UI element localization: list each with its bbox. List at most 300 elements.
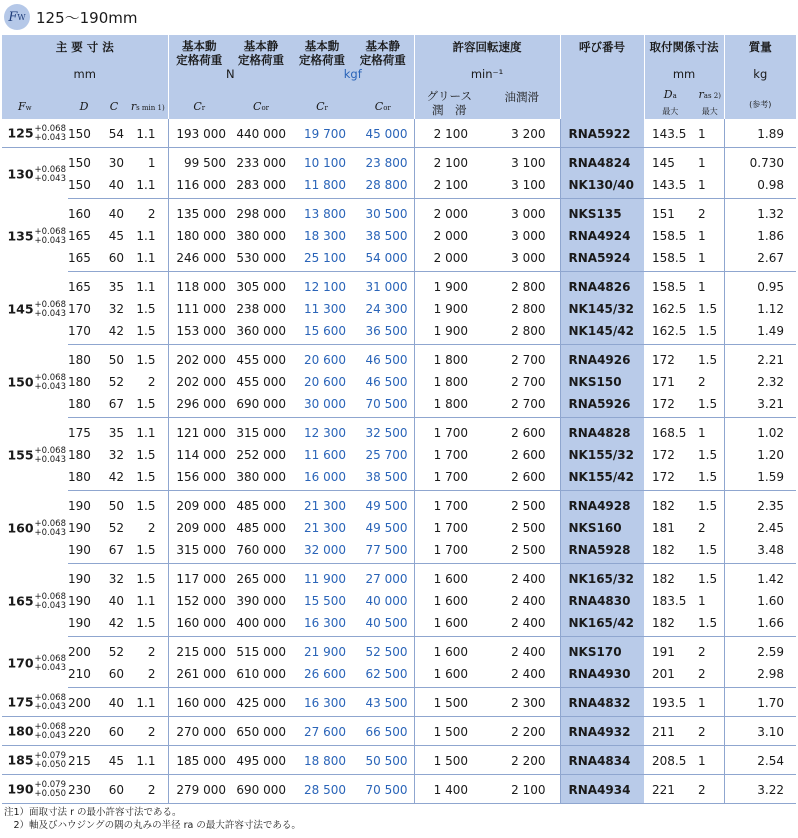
cell-r: 2 [147, 207, 156, 221]
n-unit: N [168, 67, 292, 87]
cell-oil: 3 000 [484, 247, 560, 272]
cell-cor_n: 485 000 [236, 521, 287, 535]
cell-cor_n: 380 000 [236, 229, 287, 243]
cell-oil: 2 800 [511, 280, 546, 294]
cell-ras: 1 [696, 746, 724, 775]
cell-grease: 2 100 [414, 119, 484, 148]
cell-cor_n: 305 000 [236, 280, 287, 294]
col-d: D [68, 87, 100, 119]
bearing-number: RNA4828 [560, 418, 644, 445]
cell-cor_n: 515 000 [236, 645, 287, 659]
cell-ras: 1 [696, 247, 724, 272]
cell-r: 2 [128, 663, 168, 688]
cell-cr_kgf: 16 000 [292, 466, 352, 491]
cell-mass: 3.21 [724, 393, 796, 418]
cell-r: 2 [147, 375, 156, 389]
cell-ras: 1.5 [698, 353, 718, 367]
cell-cor_kgf: 49 500 [365, 499, 408, 513]
table-row [2, 590, 796, 612]
cell-C: 40 [108, 207, 124, 221]
cell-grease: 1 600 [414, 612, 484, 637]
cell-mass: 2.21 [724, 345, 796, 372]
cell-cor_kgf: 66 500 [352, 717, 414, 746]
fw-tolerance: +0.068 +0.043 [34, 165, 66, 185]
cell-cor_n: 400 000 [230, 612, 292, 637]
mm-unit: mm [2, 67, 168, 87]
col-cr-kgf: Cr [292, 87, 352, 119]
cell-da: 145 [652, 156, 675, 170]
bearing-number: RNA4928 [560, 491, 644, 518]
cell-mass: 1.89 [724, 119, 796, 148]
speed-header: 許容回転速度 [414, 35, 560, 67]
cell-cor_n: 298 000 [236, 207, 287, 221]
cell-cor_kgf: 28 800 [352, 174, 414, 199]
cell-cr_kgf: 16 300 [292, 612, 352, 637]
cell-mass: 3.22 [724, 775, 796, 804]
cell-cor_n: 233 000 [236, 156, 287, 170]
table-row [2, 272, 796, 299]
cell-cr_kgf: 20 600 [304, 375, 347, 389]
cell-ras: 1.5 [698, 448, 718, 462]
cell-ras: 1.5 [696, 320, 724, 345]
cell-cr_kgf: 21 900 [304, 645, 347, 659]
col-r: rs min 1) [128, 87, 168, 119]
cell-D: 230 [68, 775, 100, 804]
fw-cell: 155 +0.068 +0.043 [7, 446, 66, 465]
bearing-number: NK165/42 [560, 612, 644, 637]
cell-ras: 1 [696, 688, 724, 717]
table-row [2, 775, 796, 804]
dyn-load-n-header: 基本動 定格荷重 [168, 35, 230, 67]
table-row [2, 199, 796, 226]
cell-r: 1.5 [128, 393, 168, 418]
cell-mass: 1.86 [724, 225, 796, 247]
bearing-number: NK145/42 [560, 320, 644, 345]
mount-unit: mm [644, 67, 724, 87]
cell-r: 1.1 [136, 280, 156, 294]
fw-cell: 165 +0.068 +0.043 [7, 592, 66, 611]
cell-da: 208.5 [644, 746, 696, 775]
cell-D: 200 [68, 645, 91, 659]
fw-tolerance: +0.079 +0.050 [34, 751, 66, 770]
table-row [2, 393, 796, 418]
cell-oil: 3 200 [484, 119, 560, 148]
bearing-number: NK165/32 [560, 564, 644, 591]
cell-cor_n: 380 000 [230, 466, 292, 491]
cell-cr_n: 180 000 [168, 225, 230, 247]
cell-r: 1.5 [136, 302, 156, 316]
bearing-spec-table [2, 35, 796, 804]
cell-C: 60 [100, 717, 128, 746]
cell-mass: 1.32 [724, 199, 796, 226]
cell-r: 1.5 [136, 353, 156, 367]
table-row [2, 466, 796, 491]
cell-cr_n: 99 500 [168, 148, 230, 175]
table-row [2, 320, 796, 345]
cell-mass: 1.70 [724, 688, 796, 717]
fw-tolerance: +0.068 +0.043 [34, 300, 66, 319]
table-row [2, 225, 796, 247]
cell-cor_kgf: 50 500 [352, 746, 414, 775]
cell-mass: 2.67 [724, 247, 796, 272]
fw-tolerance: +0.068 +0.043 [34, 446, 66, 465]
cell-C: 42 [100, 466, 128, 491]
cell-da: 181 [652, 521, 675, 535]
cell-cor_n: 455 000 [236, 375, 287, 389]
col-da: Da 最大 [644, 87, 696, 119]
cell-D: 190 [68, 539, 100, 564]
cell-cor_kgf: 25 700 [365, 448, 408, 462]
table-row [2, 174, 796, 199]
size-range: 125～190mm [36, 8, 138, 27]
cell-mass: 2.59 [724, 637, 796, 664]
cell-oil: 3 100 [511, 156, 546, 170]
cell-grease: 1 700 [414, 517, 484, 539]
fw-tolerance: +0.068 +0.043 [34, 227, 66, 246]
cell-cr_n: 202 000 [168, 345, 230, 372]
fw-tolerance: +0.068 +0.043 [34, 692, 66, 712]
cell-cr_kgf: 15 500 [304, 594, 347, 608]
cell-cr_n: 209 000 [168, 517, 230, 539]
cell-grease: 1 900 [414, 272, 484, 299]
cell-ras: 1 [698, 280, 706, 294]
cell-cr_kgf: 21 300 [304, 499, 347, 513]
fw-cell: 135 +0.068 +0.043 [7, 227, 66, 246]
main-dims-header: 主 要 寸 法 [2, 35, 168, 67]
bearing-number: RNA5924 [560, 247, 644, 272]
cell-cor_n: 425 000 [230, 688, 292, 717]
col-cor-kgf: Cor [352, 87, 414, 119]
cell-cor_kgf: 70 500 [352, 393, 414, 418]
cell-C: 60 [100, 663, 128, 688]
cell-r: 1.5 [136, 572, 156, 586]
cell-ras: 1 [698, 426, 706, 440]
cell-da: 221 [644, 775, 696, 804]
bearing-number: NK145/32 [560, 298, 644, 320]
cell-ras: 1 [698, 229, 706, 243]
cell-oil: 2 700 [484, 393, 560, 418]
table-row [2, 371, 796, 393]
cell-C: 67 [100, 539, 128, 564]
bearing-number: RNA4826 [560, 272, 644, 299]
cell-cr_n: 152 000 [168, 590, 230, 612]
cell-da: 201 [644, 663, 696, 688]
cell-cr_n: 160 000 [168, 612, 230, 637]
cell-da: 182 [644, 539, 696, 564]
fw-cell: 145 +0.068 +0.043 [7, 300, 66, 319]
table-row [2, 298, 796, 320]
cell-da: 172 [644, 393, 696, 418]
cell-cr_n: 270 000 [168, 717, 230, 746]
cell-grease: 2 100 [414, 148, 484, 175]
cell-mass: 1.60 [724, 590, 796, 612]
cell-grease: 1 700 [414, 418, 484, 445]
bearing-number: NKS150 [560, 371, 644, 393]
cell-oil: 2 400 [511, 594, 546, 608]
stat-load-n-header: 基本静 定格荷重 [230, 35, 292, 67]
cell-cor_kgf: 62 500 [352, 663, 414, 688]
cell-grease: 1 600 [414, 564, 484, 591]
cell-da: 172 [652, 353, 675, 367]
cell-cr_kgf: 27 600 [292, 717, 352, 746]
cell-ras: 2 [698, 645, 706, 659]
cell-oil: 2 400 [511, 645, 546, 659]
cell-r: 2 [147, 521, 156, 535]
cell-mass: 1.42 [724, 564, 796, 591]
cell-oil: 2 400 [484, 663, 560, 688]
table-row [2, 491, 796, 518]
cell-cor_n: 265 000 [236, 572, 287, 586]
cell-grease: 2 000 [414, 199, 484, 226]
cell-cor_kgf: 24 300 [365, 302, 408, 316]
cell-cr_n: 185 000 [168, 746, 230, 775]
cell-ras: 2 [698, 521, 706, 535]
cell-da: 193.5 [644, 688, 696, 717]
cell-cor_n: 238 000 [236, 302, 287, 316]
cell-grease: 1 700 [414, 491, 484, 518]
bearing-number: RNA4930 [560, 663, 644, 688]
fw-tolerance: +0.068 +0.043 [34, 519, 66, 538]
cell-grease: 1 800 [414, 371, 484, 393]
cell-r: 1.1 [136, 426, 156, 440]
cell-da: 182 [652, 499, 675, 513]
cell-mass: 1.02 [724, 418, 796, 445]
cell-ras: 2 [696, 663, 724, 688]
col-grease: グリース 潤 滑 [414, 87, 484, 119]
cell-C: 45 [100, 746, 128, 775]
cell-cor_n: 360 000 [230, 320, 292, 345]
cell-cor_n: 390 000 [236, 594, 287, 608]
cell-cr_n: 261 000 [168, 663, 230, 688]
footnote-2: 2）軸及びハウジングの隅の丸みの半径 ra の最大許容寸法である。 [4, 820, 301, 831]
fw-cell: 175 +0.068 +0.043 [2, 688, 68, 717]
cell-r: 1.1 [128, 247, 168, 272]
cell-cr_kgf: 11 300 [304, 302, 347, 316]
fw-tolerance: +0.068 +0.043 [34, 373, 66, 392]
table-row [2, 612, 796, 637]
cell-r: 1.1 [128, 688, 168, 717]
cell-C: 42 [100, 320, 128, 345]
cell-cr_n: 118 000 [168, 272, 230, 299]
cell-grease: 2 100 [414, 174, 484, 199]
cell-mass: 1.20 [724, 444, 796, 466]
col-fw: Fw [2, 87, 68, 119]
cell-D: 170 [68, 302, 91, 316]
cell-cr_kgf: 26 600 [292, 663, 352, 688]
cell-C: 52 [108, 375, 124, 389]
cell-C: 60 [100, 247, 128, 272]
cell-cor_n: 690 000 [230, 393, 292, 418]
cell-r: 1.5 [128, 466, 168, 491]
fw-cell: 170 +0.068 +0.043 [7, 654, 66, 673]
cell-r: 1.1 [136, 594, 156, 608]
cell-da: 158.5 [652, 229, 687, 243]
cell-D: 165 [68, 229, 91, 243]
cell-cr_n: 153 000 [168, 320, 230, 345]
cell-cr_n: 193 000 [168, 119, 230, 148]
cell-r: 2 [147, 645, 156, 659]
cell-ras: 1.5 [698, 499, 718, 513]
cell-da: 182 [652, 572, 675, 586]
cell-oil: 2 500 [511, 521, 546, 535]
cell-da: 168.5 [652, 426, 687, 440]
cell-cor_kgf: 27 000 [365, 572, 408, 586]
table-row [2, 539, 796, 564]
kgf-unit: kgf [292, 67, 414, 87]
cell-da: 172 [652, 448, 675, 462]
cell-C: 32 [108, 302, 124, 316]
cell-grease: 2 000 [414, 225, 484, 247]
bearing-number: RNA4824 [560, 148, 644, 175]
cell-grease: 1 500 [414, 746, 484, 775]
cell-da: 158.5 [644, 247, 696, 272]
cell-cor_kgf: 70 500 [352, 775, 414, 804]
fw-cell: 190 +0.079 +0.050 [2, 775, 68, 804]
bearing-number: RNA5926 [560, 393, 644, 418]
cell-r: 1.1 [128, 119, 168, 148]
cell-oil: 2 600 [511, 426, 546, 440]
cell-r: 2 [128, 775, 168, 804]
cell-da: 162.5 [644, 320, 696, 345]
cell-C: 40 [100, 688, 128, 717]
cell-grease: 1 700 [414, 539, 484, 564]
bearing-number: NKS170 [560, 637, 644, 664]
table-row [2, 663, 796, 688]
bearing-no-header: 呼び番号 [560, 35, 644, 67]
cell-cr_kgf: 20 600 [304, 353, 347, 367]
bearing-number: NK155/32 [560, 444, 644, 466]
mount-dims-header: 取付関係寸法 [644, 35, 724, 67]
fw-tolerance: +0.068 +0.043 [34, 654, 66, 673]
cell-grease: 1 800 [414, 393, 484, 418]
cell-ras: 1.5 [698, 572, 718, 586]
col-c: C [100, 87, 128, 119]
cell-cr_kgf: 18 300 [304, 229, 347, 243]
fw-cell: 160 +0.068 +0.043 [7, 519, 66, 538]
cell-oil: 2 500 [484, 539, 560, 564]
cell-C: 32 [108, 572, 124, 586]
cell-ras: 2 [696, 775, 724, 804]
dyn-load-kgf-header: 基本動 定格荷重 [292, 35, 352, 67]
bearing-number: NKS135 [560, 199, 644, 226]
table-row [2, 688, 796, 717]
cell-C: 50 [108, 499, 124, 513]
mass-unit: kg [724, 67, 796, 87]
cell-grease: 2 000 [414, 247, 484, 272]
cell-cr_n: 121 000 [168, 418, 230, 445]
cell-oil: 2 600 [511, 448, 546, 462]
cell-r: 1.5 [128, 612, 168, 637]
cell-D: 175 [68, 426, 91, 440]
cell-cr_n: 315 000 [168, 539, 230, 564]
cell-mass: 1.59 [724, 466, 796, 491]
cell-da: 191 [652, 645, 675, 659]
cell-mass: 2.32 [724, 371, 796, 393]
cell-cr_n: 160 000 [168, 688, 230, 717]
cell-cor_kgf: 40 000 [365, 594, 408, 608]
cell-ras: 1.5 [696, 393, 724, 418]
bearing-number: NK130/40 [560, 174, 644, 199]
bearing-number: RNA4830 [560, 590, 644, 612]
cell-grease: 1 400 [414, 775, 484, 804]
cell-cor_kgf: 52 500 [365, 645, 408, 659]
fw-tolerance: +0.068 +0.043 [34, 592, 66, 611]
cell-cor_kgf: 46 500 [365, 375, 408, 389]
cell-cor_kgf: 45 000 [352, 119, 414, 148]
cell-grease: 1 800 [414, 345, 484, 372]
cell-cor_n: 650 000 [230, 717, 292, 746]
cell-da: 182 [644, 612, 696, 637]
cell-cor_n: 440 000 [230, 119, 292, 148]
cell-cor_kgf: 40 500 [352, 612, 414, 637]
cell-mass: 2.98 [724, 663, 796, 688]
cell-cr_n: 246 000 [168, 247, 230, 272]
cell-grease: 1 500 [414, 717, 484, 746]
cell-r: 1.5 [128, 539, 168, 564]
cell-mass: 3.48 [724, 539, 796, 564]
cell-cor_kgf: 43 500 [352, 688, 414, 717]
fw-cell: 125 +0.068 +0.043 [2, 119, 68, 148]
cell-da: 158.5 [652, 280, 687, 294]
cell-ras: 1 [696, 119, 724, 148]
bearing-number: RNA4932 [560, 717, 644, 746]
cell-cr_kgf: 30 000 [292, 393, 352, 418]
cell-cr_n: 116 000 [168, 174, 230, 199]
table-row [2, 717, 796, 746]
cell-cr_kgf: 21 300 [304, 521, 347, 535]
fw-cell: 130 +0.068 +0.043 [7, 165, 66, 185]
cell-D: 190 [68, 572, 91, 586]
cell-cr_n: 296 000 [168, 393, 230, 418]
cell-cor_n: 315 000 [236, 426, 287, 440]
cell-ras: 1.5 [696, 539, 724, 564]
cell-D: 215 [68, 746, 100, 775]
fw-tolerance: +0.068 +0.043 [34, 722, 66, 741]
cell-cr_n: 117 000 [168, 564, 230, 591]
table-row [2, 148, 796, 175]
cell-r: 1.5 [136, 499, 156, 513]
cell-grease: 1 600 [414, 637, 484, 664]
cell-grease: 1 900 [414, 320, 484, 345]
cell-oil: 2 700 [511, 353, 546, 367]
cell-mass: 0.95 [724, 272, 796, 299]
col-mass-note: (参考) [724, 87, 796, 119]
cell-cor_n: 283 000 [230, 174, 292, 199]
cell-D: 190 [68, 521, 91, 535]
bearing-number: RNA4934 [560, 775, 644, 804]
cell-C: 40 [100, 174, 128, 199]
cell-cr_n: 215 000 [168, 637, 230, 664]
cell-cor_kgf: 38 500 [365, 229, 408, 243]
cell-cr_kgf: 11 900 [304, 572, 347, 586]
cell-C: 35 [108, 280, 124, 294]
cell-D: 150 [68, 119, 100, 148]
cell-D: 210 [68, 663, 100, 688]
table-row [2, 746, 796, 775]
cell-cr_kgf: 18 800 [292, 746, 352, 775]
cell-cor_kgf: 32 500 [365, 426, 408, 440]
cell-ras: 1.5 [696, 612, 724, 637]
cell-oil: 2 100 [484, 775, 560, 804]
cell-D: 190 [68, 612, 100, 637]
cell-cr_n: 156 000 [168, 466, 230, 491]
cell-cor_kgf: 23 800 [365, 156, 408, 170]
cell-mass: 0.730 [724, 148, 796, 175]
cell-D: 150 [68, 174, 100, 199]
cell-grease: 1 600 [414, 590, 484, 612]
cell-oil: 2 200 [484, 717, 560, 746]
cell-da: 211 [644, 717, 696, 746]
